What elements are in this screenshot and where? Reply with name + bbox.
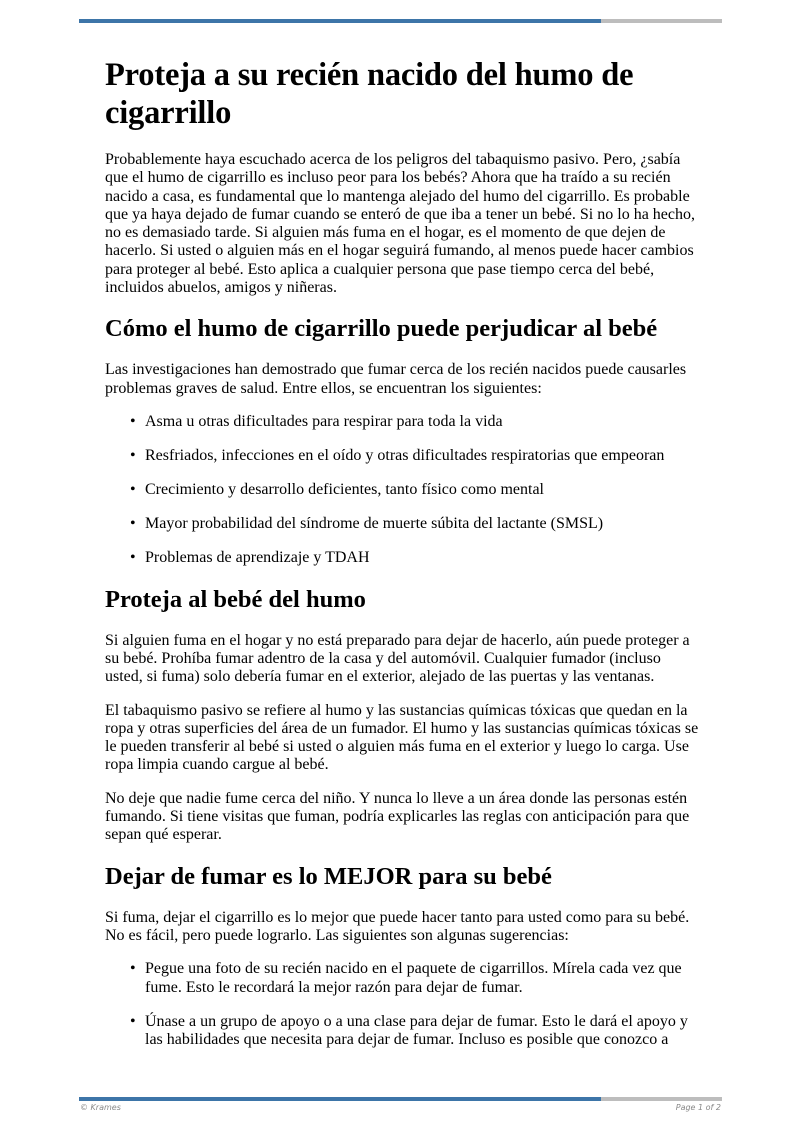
header-rule-accent: [79, 19, 601, 23]
list-item-text: Únase a un grupo de apoyo o a una clase para dejar de fumar. Esto le dará el apoyo y las habilidades que necesita para dejar de fumar. Incluso es posible que conozco a: [145, 1012, 688, 1048]
intro-paragraph: Probablemente haya escuchado acerca de los peligros del tabaquismo pasivo. Pero, ¿sabía que el humo de cigarrillo es incluso peor para los bebés? Ahora que ha traído a su recién nacido a casa, es fundamental que lo mantenga alejado del humo del cigarrillo. Es probable que ya haya dejado de fumar cuando se enteró de que iba a tener un bebé. Si no lo ha hecho, no es demasiado tarde. Si alguien más fuma en el hogar, es el momento de que dejen de hacerlo. Si usted o alguien más en el hogar seguirá fumando, al menos puede hacer cambios para proteger al bebé. Esto aplica a cualquier persona que pase tiempo cerca del bebé, incluidos abuelos, amigos y niñeras.: [105, 151, 695, 297]
section-paragraph: El tabaquismo pasivo se refiere al humo y las sustancias químicas tóxicas que quedan en la ropa y otras superficies del área de un fumador. El humo y las sustancias químicas tóxicas se le pueden transferir al bebé si usted o alguien más fuma en el exterior y luego lo carga. Use ropa limpia cuando cargue al bebé.: [105, 701, 699, 774]
header-rule: [79, 19, 722, 23]
bullet-icon: •: [130, 481, 136, 499]
list-item: [130, 960, 700, 997]
list-item-text: Crecimiento y desarrollo deficientes, tanto físico como mental: [145, 481, 544, 499]
footer-rule-secondary: [601, 1097, 722, 1101]
section-paragraph: No deje que nadie fume cerca del niño. Y nunca lo lleve a un área donde las personas estén fumando. Si tiene visitas que fuman, podría explicarles las reglas con anticipación para que sepan qué esperar.: [105, 789, 690, 844]
header-rule-secondary: [601, 19, 722, 23]
list-item-text: Pegue una foto de su recién nacido en el paquete de cigarrillos. Mírela cada vez que fume. Esto le recordará la mejor razón para dejar de fumar.: [145, 960, 682, 996]
list-item: [130, 447, 700, 465]
list-item: [130, 412, 700, 431]
section-paragraph: Si fuma, dejar el cigarrillo es lo mejor que puede hacer tanto para usted como para su bebé. No es fácil, pero puede lograrlo. Las siguientes son algunas sugerencias:: [105, 908, 690, 944]
section-heading: Dejar de fumar es lo MEJOR para su bebé: [105, 862, 552, 890]
section-heading: Proteja al bebé del humo: [105, 585, 366, 613]
list-item-text: Asma u otras dificultades para respirar para toda la vida: [145, 412, 503, 430]
footer-page-indicator: Page 1 of 2: [675, 1103, 721, 1112]
section-heading: Cómo el humo de cigarrillo puede perjudicar al bebé: [105, 315, 658, 343]
section-paragraph: Si alguien fuma en el hogar y no está preparado para dejar de hacerlo, aún puede proteger a su bebé. Prohíba fumar adentro de la casa y del automóvil. Cualquier fumador (incluso usted, si fuma) solo debería fumar en el exterior, alejado de las puertas y las ventanas.: [105, 631, 690, 686]
bullet-icon: •: [130, 447, 136, 465]
bullet-icon: •: [130, 549, 136, 567]
list-item-text: Mayor probabilidad del síndrome de muerte súbita del lactante (SMSL): [145, 515, 604, 533]
bullet-icon: •: [130, 515, 136, 533]
list-item-text: Problemas de aprendizaje y TDAH: [145, 549, 370, 567]
bullet-icon: •: [130, 412, 136, 430]
bullet-icon: •: [130, 1012, 136, 1030]
list-item: [130, 549, 700, 567]
list-item: [130, 515, 700, 533]
footer-copyright: © Krames: [80, 1103, 121, 1112]
section-protect-baby: [105, 585, 700, 845]
health-problems-list: [105, 413, 700, 568]
section-quit-smoking: [105, 862, 700, 1050]
document-body: [105, 56, 700, 1065]
page-title: Proteja a su recién nacido del humo de cigarrillo: [105, 57, 634, 131]
quit-tips-list: [105, 960, 700, 1049]
list-item: [130, 481, 700, 499]
list-item: [130, 1012, 700, 1050]
bullet-icon: •: [130, 960, 136, 978]
section-how-smoke-harms: [105, 314, 700, 567]
section-paragraph: Las investigaciones han demostrado que fumar cerca de los recién nacidos puede causarles problemas graves de salud. Entre ellos, se encuentran los siguientes:: [105, 361, 687, 397]
list-item-text: Resfriados, infecciones en el oído y otras dificultades respiratorias que empeoran: [145, 447, 665, 465]
footer-rule: [79, 1097, 722, 1101]
footer-rule-accent: [79, 1097, 601, 1101]
